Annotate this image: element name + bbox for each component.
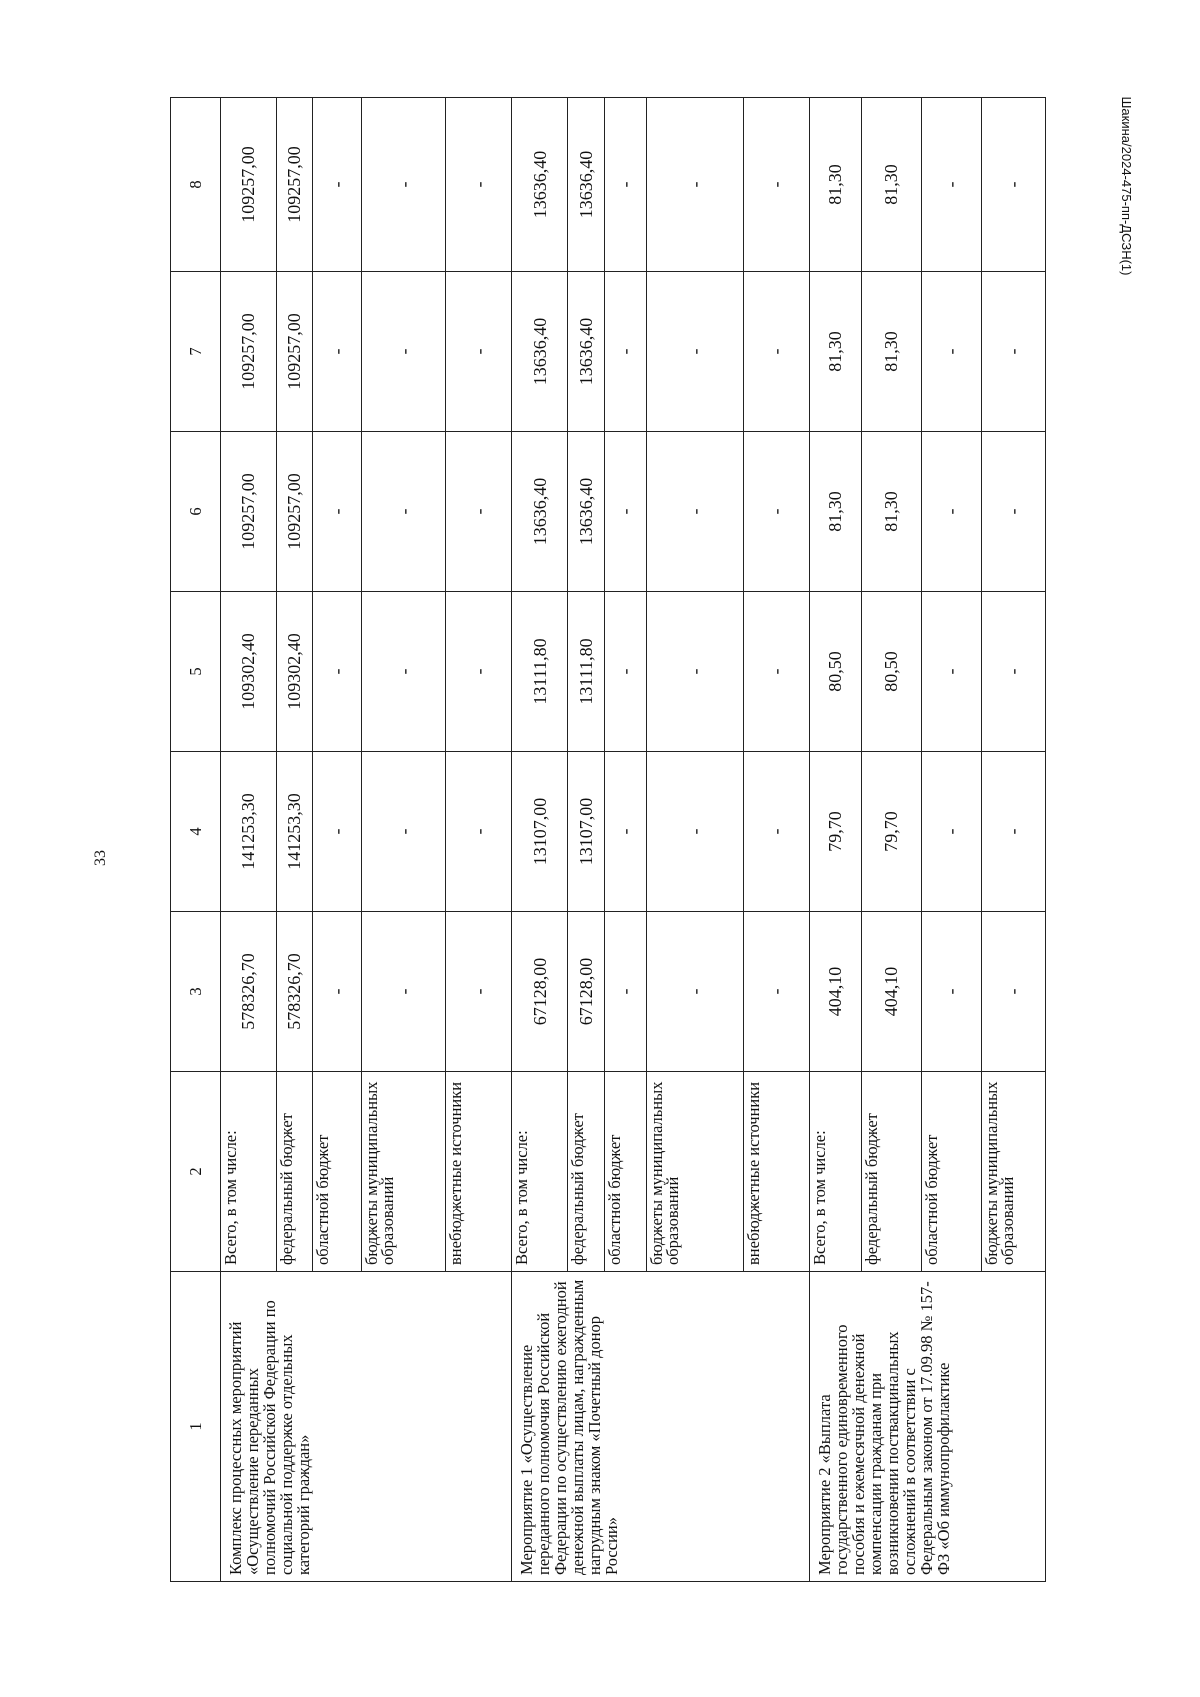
- value-cell: -: [981, 592, 1045, 752]
- value-cell: -: [647, 272, 743, 432]
- value-cell: -: [981, 752, 1045, 912]
- table-container: [170, 98, 1046, 1582]
- value-cell: 13111,80: [512, 592, 568, 752]
- value-cell: 13636,40: [568, 272, 604, 432]
- value-cell: -: [743, 272, 809, 432]
- row-label: Всего, в том числе:: [221, 1072, 277, 1272]
- value-cell: -: [921, 912, 981, 1072]
- value-cell: 109302,40: [221, 592, 277, 752]
- value-cell: 141253,30: [276, 752, 312, 912]
- row-label: внебюджетные источники: [445, 1072, 511, 1272]
- value-cell: -: [362, 272, 446, 432]
- value-cell: 109257,00: [221, 98, 277, 272]
- value-cell: 109257,00: [276, 98, 312, 272]
- row-label: бюджеты муниципальных образований: [647, 1072, 743, 1272]
- row-label: федеральный бюджет: [276, 1072, 312, 1272]
- value-cell: -: [921, 752, 981, 912]
- row-label: бюджеты муниципальных образований: [981, 1072, 1045, 1272]
- header-cell: 8: [171, 98, 221, 272]
- value-cell: -: [604, 912, 647, 1072]
- value-cell: 81,30: [810, 432, 861, 592]
- row-label: внебюджетные источники: [743, 1072, 809, 1272]
- value-cell: -: [362, 432, 446, 592]
- value-cell: -: [362, 752, 446, 912]
- value-cell: -: [743, 98, 809, 272]
- value-cell: 81,30: [861, 98, 921, 272]
- value-cell: 109257,00: [221, 432, 277, 592]
- value-cell: 141253,30: [221, 752, 277, 912]
- row-label: областной бюджет: [604, 1072, 647, 1272]
- header-cell: 6: [171, 432, 221, 592]
- value-cell: 13636,40: [568, 98, 604, 272]
- value-cell: 80,50: [810, 592, 861, 752]
- value-cell: 578326,70: [221, 912, 277, 1072]
- value-cell: -: [445, 272, 511, 432]
- value-cell: -: [604, 752, 647, 912]
- value-cell: -: [313, 912, 362, 1072]
- value-cell: 109302,40: [276, 592, 312, 752]
- value-cell: -: [981, 912, 1045, 1072]
- value-cell: -: [981, 98, 1045, 272]
- table-row: [221, 98, 277, 1582]
- value-cell: 67128,00: [512, 912, 568, 1072]
- table-row: [810, 98, 861, 1582]
- header-cell: 4: [171, 752, 221, 912]
- value-cell: -: [604, 98, 647, 272]
- value-cell: 81,30: [810, 98, 861, 272]
- value-cell: 13111,80: [568, 592, 604, 752]
- row-label: федеральный бюджет: [568, 1072, 604, 1272]
- value-cell: -: [445, 912, 511, 1072]
- value-cell: -: [921, 98, 981, 272]
- row-label: областной бюджет: [921, 1072, 981, 1272]
- value-cell: 109257,00: [221, 272, 277, 432]
- value-cell: 13636,40: [512, 98, 568, 272]
- value-cell: 13636,40: [568, 432, 604, 592]
- row-label: областной бюджет: [313, 1072, 362, 1272]
- value-cell: -: [313, 432, 362, 592]
- value-cell: 13636,40: [512, 272, 568, 432]
- value-cell: -: [445, 432, 511, 592]
- value-cell: -: [445, 752, 511, 912]
- value-cell: 79,70: [810, 752, 861, 912]
- row-label: федеральный бюджет: [861, 1072, 921, 1272]
- value-cell: -: [362, 912, 446, 1072]
- value-cell: -: [647, 592, 743, 752]
- header-cell: 3: [171, 912, 221, 1072]
- value-cell: 80,50: [861, 592, 921, 752]
- value-cell: -: [604, 432, 647, 592]
- financing-table: [170, 97, 1046, 1582]
- value-cell: -: [362, 592, 446, 752]
- value-cell: -: [743, 752, 809, 912]
- value-cell: 67128,00: [568, 912, 604, 1072]
- value-cell: 404,10: [861, 912, 921, 1072]
- value-cell: -: [647, 752, 743, 912]
- value-cell: -: [604, 592, 647, 752]
- value-cell: -: [743, 592, 809, 752]
- value-cell: -: [604, 272, 647, 432]
- value-cell: 13636,40: [512, 432, 568, 592]
- row-label: бюджеты муниципальных образований: [362, 1072, 446, 1272]
- value-cell: 13107,00: [568, 752, 604, 912]
- row-label: Всего, в том числе:: [512, 1072, 568, 1272]
- value-cell: -: [647, 912, 743, 1072]
- value-cell: -: [647, 98, 743, 272]
- value-cell: 109257,00: [276, 432, 312, 592]
- document-code: Шакина/2024-475-пп-ДСЗН(1): [1119, 96, 1134, 276]
- header-cell: 5: [171, 592, 221, 752]
- value-cell: -: [743, 432, 809, 592]
- header-cell: 7: [171, 272, 221, 432]
- value-cell: -: [981, 432, 1045, 592]
- value-cell: -: [921, 432, 981, 592]
- value-cell: -: [362, 98, 446, 272]
- page-number: 33: [92, 850, 109, 866]
- value-cell: -: [445, 592, 511, 752]
- value-cell: 81,30: [861, 432, 921, 592]
- value-cell: -: [921, 592, 981, 752]
- value-cell: -: [313, 592, 362, 752]
- group-title: Мероприятие 2 «Выплата государственного единовременного пособия и ежемесячной денежной компенсации гражданам при возникновении поствакцинальных осложнений в соответствии с Федеральным законом от 17.09.98 № 157-ФЗ «Об иммунопрофилактике: [810, 1272, 1046, 1582]
- table-row: [512, 98, 568, 1582]
- value-cell: 578326,70: [276, 912, 312, 1072]
- value-cell: -: [743, 912, 809, 1072]
- header-cell: 1: [171, 1272, 221, 1582]
- value-cell: 79,70: [861, 752, 921, 912]
- value-cell: 81,30: [810, 272, 861, 432]
- header-cell: 2: [171, 1072, 221, 1272]
- value-cell: 81,30: [861, 272, 921, 432]
- value-cell: -: [921, 272, 981, 432]
- value-cell: 404,10: [810, 912, 861, 1072]
- value-cell: 13107,00: [512, 752, 568, 912]
- group-title: Комплекс процессных мероприятий «Осуществление переданных полномочий Российской Федерации по социальной поддержке отдельных категорий граждан»: [221, 1272, 512, 1582]
- row-label: Всего, в том числе:: [810, 1072, 861, 1272]
- header-row: [171, 98, 221, 1582]
- value-cell: -: [313, 272, 362, 432]
- group-title: Мероприятие 1 «Осуществление переданного полномочия Российской Федерации по осуществлению ежегодной денежной выплаты лицам, награжденным нагрудным знаком «Почетный донор России»: [512, 1272, 810, 1582]
- value-cell: -: [313, 752, 362, 912]
- table-rotated: [170, 98, 1046, 1582]
- value-cell: -: [313, 98, 362, 272]
- value-cell: -: [981, 272, 1045, 432]
- value-cell: -: [647, 432, 743, 592]
- value-cell: -: [445, 98, 511, 272]
- value-cell: 109257,00: [276, 272, 312, 432]
